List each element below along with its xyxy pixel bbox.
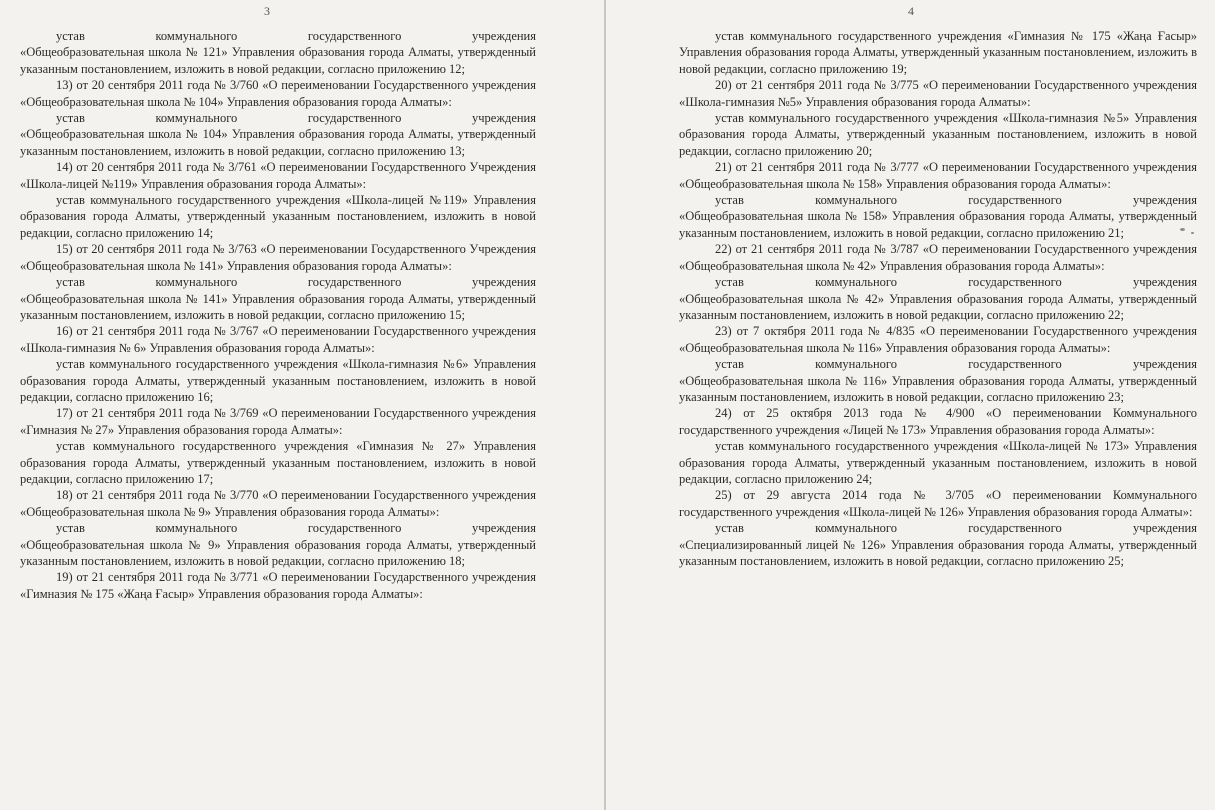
paragraph-text: «Общеобразовательная школа № 116» Управления образования города Алматы, утвержденный указанным постановлением, изложить в новой редакции, согласно приложению 23; <box>679 373 1197 404</box>
paragraph <box>679 110 1197 159</box>
paragraph-text: 25) от 29 августа 2014 года № 3/705 «О переименовании Коммунального государственного учреждения «Школа-лицей № 126» Управления образования города Алматы»: <box>679 488 1197 519</box>
paragraph-text: «Общеобразовательная школа № 141» Управления образования города Алматы, утвержденный указанным постановлением, изложить в новой редакции, согласно приложению 15; <box>20 291 536 322</box>
page-right <box>606 0 1215 810</box>
paragraph-text: 14) от 20 сентября 2011 года № 3/761 «О переименовании Государственного Учреждения «Школа-лицей №119» Управления образования города Алматы»: <box>20 160 536 191</box>
scan-speck <box>1180 228 1185 231</box>
paragraph <box>20 405 536 438</box>
paragraph-text: 16) от 21 сентября 2011 года № 3/767 «О переименовании Государственного учреждения «Школа-гимназия № 6» Управления образования города Алматы»: <box>20 324 536 355</box>
page-number: 3 <box>264 4 270 18</box>
paragraph <box>679 274 1197 323</box>
page-number: 4 <box>908 4 914 18</box>
paragraph <box>679 438 1197 487</box>
paragraph-text: 21) от 21 сентября 2011 года № 3/777 «О переименовании Государственного учреждения «Общеобразовательная школа № 158» Управления образования города Алматы»: <box>679 160 1197 191</box>
paragraph-lead: устав коммунального государственного учреждения <box>715 357 1197 372</box>
paragraph <box>20 569 536 602</box>
paragraph <box>679 356 1197 405</box>
paragraph-lead: устав коммунального государственного учреждения <box>56 29 536 43</box>
paragraph <box>679 323 1197 356</box>
paragraph-text: «Общеобразовательная школа № 9» Управления образования города Алматы, утвержденный указанным постановлением, изложить в новой редакции, согласно приложению 18; <box>20 537 536 568</box>
paragraph-text: «Общеобразовательная школа № 42» Управления образования города Алматы, утвержденный указанным постановлением, изложить в новой редакции, согласно приложению 22; <box>679 291 1197 322</box>
paragraph-text: устав коммунального государственного учреждения «Гимназия № 175 «Жаңа Ғасыр» Управления образования города Алматы, утвержденный указанным постановлением, изложить в новой редакции, согласно приложению 19; <box>679 29 1197 76</box>
paragraph-lead: устав коммунального государственного учреждения <box>56 275 536 290</box>
paragraph-text: устав коммунального государственного учреждения «Школа-лицей №119» Управления образования города Алматы, утвержденный указанным постановлением, изложить в новой редакции, согласно приложению 14; <box>20 193 536 240</box>
page-left <box>0 0 604 810</box>
paragraph <box>679 159 1197 192</box>
scan-speck <box>1191 232 1194 234</box>
paragraph-text: 15) от 20 сентября 2011 года № 3/763 «О переименовании Государственного Учреждения «Общеобразовательная школа № 141» Управления образования города Алматы»: <box>20 242 536 273</box>
paragraph-text: «Специализированный лицей № 126» Управления образования города Алматы, утвержденный указанным постановлением, изложить в новой редакции, согласно приложению 25; <box>679 537 1197 568</box>
paragraph-text: 20) от 21 сентября 2011 года № 3/775 «О переименовании Государственного учреждения «Школа-гимназия №5» Управления образования города Алматы»: <box>679 78 1197 109</box>
paragraph-lead: устав коммунального государственного учреждения <box>715 193 1197 208</box>
paragraph <box>679 77 1197 110</box>
paragraph-text: устав коммунального государственного учреждения «Школа-гимназия №6» Управления образования города Алматы, утвержденный указанным постановлением, изложить в новой редакции, согласно приложению 16; <box>20 357 536 404</box>
paragraph <box>679 28 1197 77</box>
paragraph <box>20 520 536 569</box>
paragraph-text: 18) от 21 сентября 2011 года № 3/770 «О переименовании Государственного учреждения «Общеобразовательная школа № 9» Управления образования города Алматы»: <box>20 488 536 519</box>
paragraph <box>20 274 536 323</box>
paragraph <box>679 405 1197 438</box>
paragraph <box>679 520 1197 569</box>
paragraph <box>20 192 536 241</box>
paragraph <box>679 241 1197 274</box>
paragraph-text: «Общеобразовательная школа № 121» Управления образования города Алматы, утвержденный указанным постановлением, изложить в новой редакции, согласно приложению 12; <box>20 45 536 76</box>
paragraph <box>20 241 536 274</box>
paragraph-text: устав коммунального государственного учреждения «Школа-гимназия №5» Управления образования города Алматы, утвержденный указанным постановлением, изложить в новой редакции, согласно приложению 20; <box>679 111 1197 158</box>
paragraph-text: 24) от 25 октября 2013 года № 4/900 «О переименовании Коммунального государственного учреждения «Лицей № 173» Управления образования города Алматы»: <box>679 406 1197 437</box>
paragraph-text: устав коммунального государственного учреждения «Гимназия № 27» Управления образования города Алматы, утвержденный указанным постановлением, изложить в новой редакции, согласно приложению 17; <box>20 439 536 486</box>
paragraph-text: 19) от 21 сентября 2011 года № 3/771 «О переименовании Государственного учреждения «Гимназия № 175 «Жаңа Ғасыр» Управления образования города Алматы»: <box>20 570 536 601</box>
paragraph-lead: устав коммунального государственного учреждения <box>56 521 536 536</box>
paragraph-text: устав коммунального государственного учреждения «Школа-лицей № 173» Управления образования города Алматы, утвержденный указанным постановлением, изложить в новой редакции, согласно приложению 24; <box>679 439 1197 486</box>
paragraph-lead: устав коммунального государственного учреждения <box>715 275 1197 290</box>
paragraph-text: «Общеобразовательная школа № 104» Управления образования города Алматы, утвержденный указанным постановлением, изложить в новой редакции, согласно приложению 13; <box>20 127 536 158</box>
paragraph <box>20 323 536 356</box>
paragraph <box>679 192 1197 241</box>
page-content <box>20 28 536 602</box>
paragraph-lead: устав коммунального государственного учреждения <box>56 111 536 126</box>
paragraph-lead: устав коммунального государственного учреждения <box>715 521 1197 536</box>
paragraph-text: 17) от 21 сентября 2011 года № 3/769 «О переименовании Государственного учреждения «Гимназия № 27» Управления образования города Алматы»: <box>20 406 536 437</box>
paragraph <box>20 28 536 77</box>
paragraph-text: 22) от 21 сентября 2011 года № 3/787 «О переименовании Государственного учреждения «Общеобразовательная школа № 42» Управления образования города Алматы»: <box>679 242 1197 273</box>
paragraph <box>679 487 1197 520</box>
paragraph-text: «Общеобразовательная школа № 158» Управления образования города Алматы, утвержденный указанным постановлением, изложить в новой редакции, согласно приложению 21; <box>679 209 1197 240</box>
paragraph <box>20 159 536 192</box>
paragraph <box>20 487 536 520</box>
paragraph <box>20 356 536 405</box>
paragraph-text: 23) от 7 октября 2011 года № 4/835 «О переименовании Государственного учреждения «Общеобразовательная школа № 116» Управления образования города Алматы»: <box>679 324 1197 355</box>
page-content <box>679 28 1197 569</box>
paragraph <box>20 438 536 487</box>
paragraph <box>20 110 536 159</box>
paragraph <box>20 77 536 110</box>
paragraph-text: 13) от 20 сентября 2011 года № 3/760 «О переименовании Государственного учреждения «Общеобразовательная школа № 104» Управления образования города Алматы»: <box>20 78 536 109</box>
